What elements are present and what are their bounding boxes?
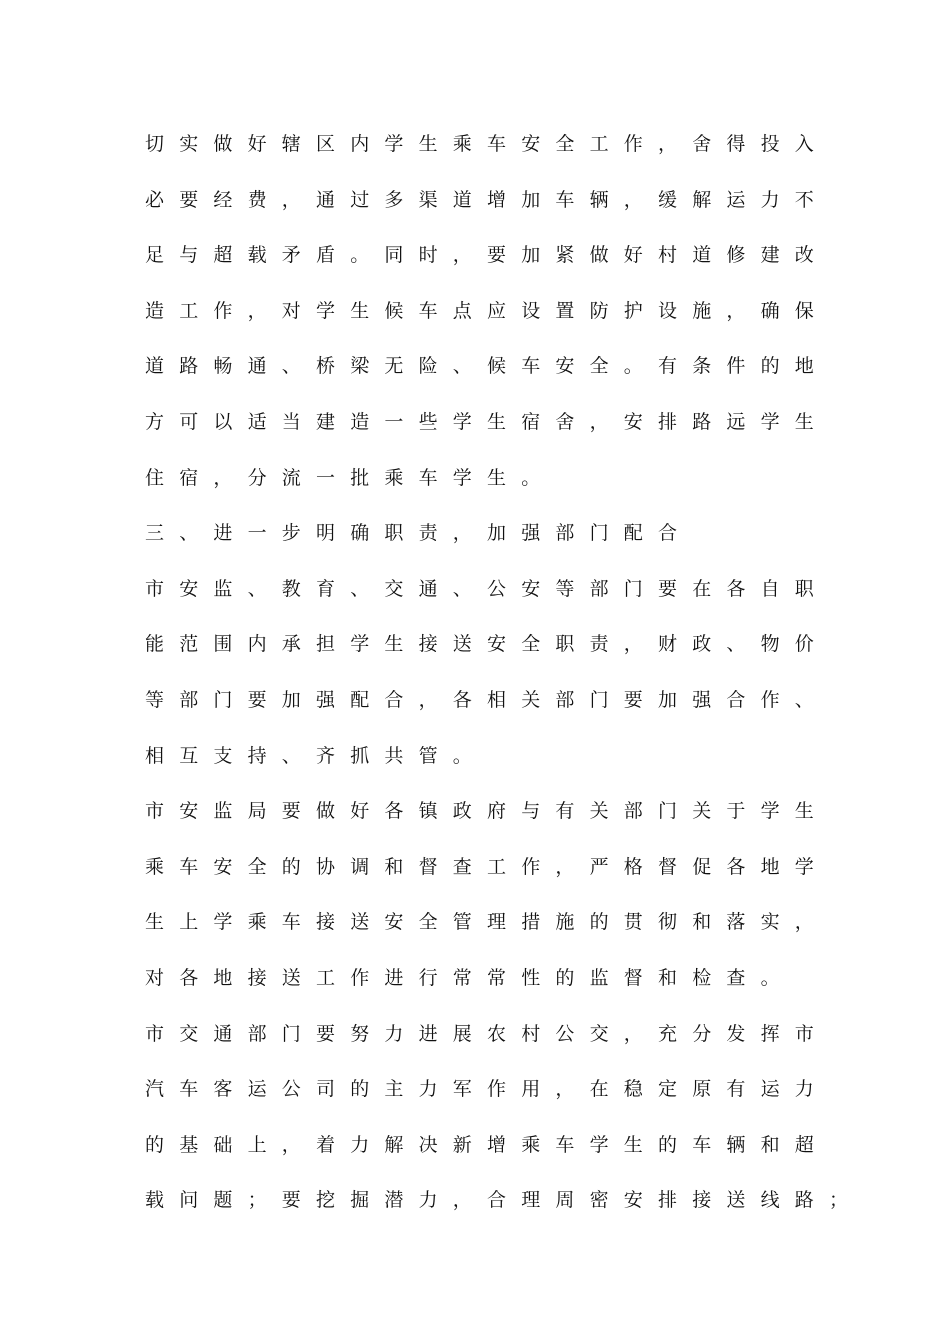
text-line: 载问题；要挖掘潜力，合理周密安排接送线路； <box>145 1189 864 1212</box>
text-line: 方可以适当建造一些学生宿舍，安排路远学生 <box>145 410 830 433</box>
text-line: 等部门要加强配合，各相关部门要加强合作、 <box>145 688 830 711</box>
text-line: 切实做好辖区内学生乘车安全工作，舍得投入 <box>145 133 830 155</box>
text-line: 对各地接送工作进行常常性的监督和检查。 <box>145 966 795 989</box>
text-line: 乘车安全的协调和督查工作，严格督促各地学 <box>145 855 830 878</box>
section-heading: 三、进一步明确职责，加强部门配合 <box>145 522 693 545</box>
text-line: 住宿，分流一批乘车学生。 <box>145 466 556 489</box>
text-line: 汽车客运公司的主力军作用，在稳定原有运力 <box>145 1078 830 1101</box>
text-line: 生上学乘车接送安全管理措施的贯彻和落实， <box>145 911 830 934</box>
text-line: 的基础上，着力解决新增乘车学生的车辆和超 <box>145 1133 830 1156</box>
body-text <box>145 127 864 1239</box>
text-line: 能范围内承担学生接送安全职责，财政、物价 <box>145 633 830 656</box>
text-line: 市安监局要做好各镇政府与有关部门关于学生 <box>145 800 830 823</box>
text-line: 市交通部门要努力进展农村公交，充分发挥市 <box>145 1022 830 1045</box>
text-line: 市安监、教育、交通、公安等部门要在各自职 <box>145 577 830 600</box>
text-line: 道路畅通、桥梁无险、候车安全。有条件的地 <box>145 355 830 378</box>
text-line: 相互支持、齐抓共管。 <box>145 744 488 767</box>
text-line: 足与超载矛盾。同时，要加紧做好村道修建改 <box>145 244 830 267</box>
text-line: 必要经费，通过多渠道增加车辆，缓解运力不 <box>145 188 830 211</box>
text-line: 造工作，对学生候车点应设置防护设施，确保 <box>145 299 830 322</box>
